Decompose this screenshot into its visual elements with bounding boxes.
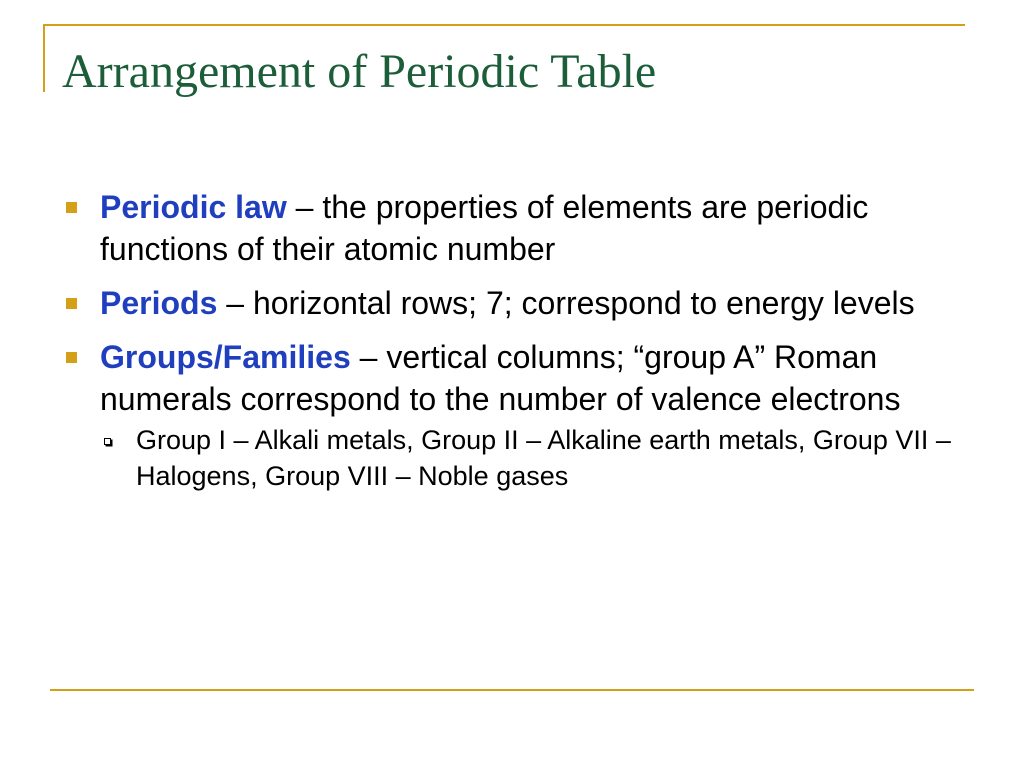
frame-left-rule (43, 24, 45, 92)
frame-bottom-rule (50, 689, 974, 691)
bullet-list (62, 186, 972, 506)
bullet-term: Periods (100, 285, 218, 321)
bullet-text: – horizontal rows; 7; correspond to energy levels (217, 285, 915, 321)
bullet-term: Periodic law (100, 189, 287, 225)
square-bullet-icon (66, 298, 77, 309)
sub-bullet-text: Group I – Alkali metals, Group II – Alkaline earth metals, Group VII – Halogens, Group VIII – Noble gases (136, 425, 951, 491)
hollow-square-bullet-icon (104, 438, 111, 445)
bullet-term: Groups/Families (100, 339, 351, 375)
bullet-periodic-law (62, 186, 972, 270)
sub-bullet-group-names (100, 422, 972, 494)
square-bullet-icon (66, 352, 77, 363)
frame-top-rule (43, 24, 965, 26)
sub-bullet-list (100, 422, 972, 494)
bullet-groups-families (62, 336, 972, 494)
bullet-text: – vertical columns; “group A” Roman numerals correspond to the number of valence electrons (100, 339, 901, 417)
square-bullet-icon (66, 202, 77, 213)
bullet-text: – the properties of elements are periodic functions of their atomic number (100, 189, 869, 267)
slide-title: Arrangement of Periodic Table (62, 45, 657, 98)
bullet-periods (62, 282, 972, 324)
